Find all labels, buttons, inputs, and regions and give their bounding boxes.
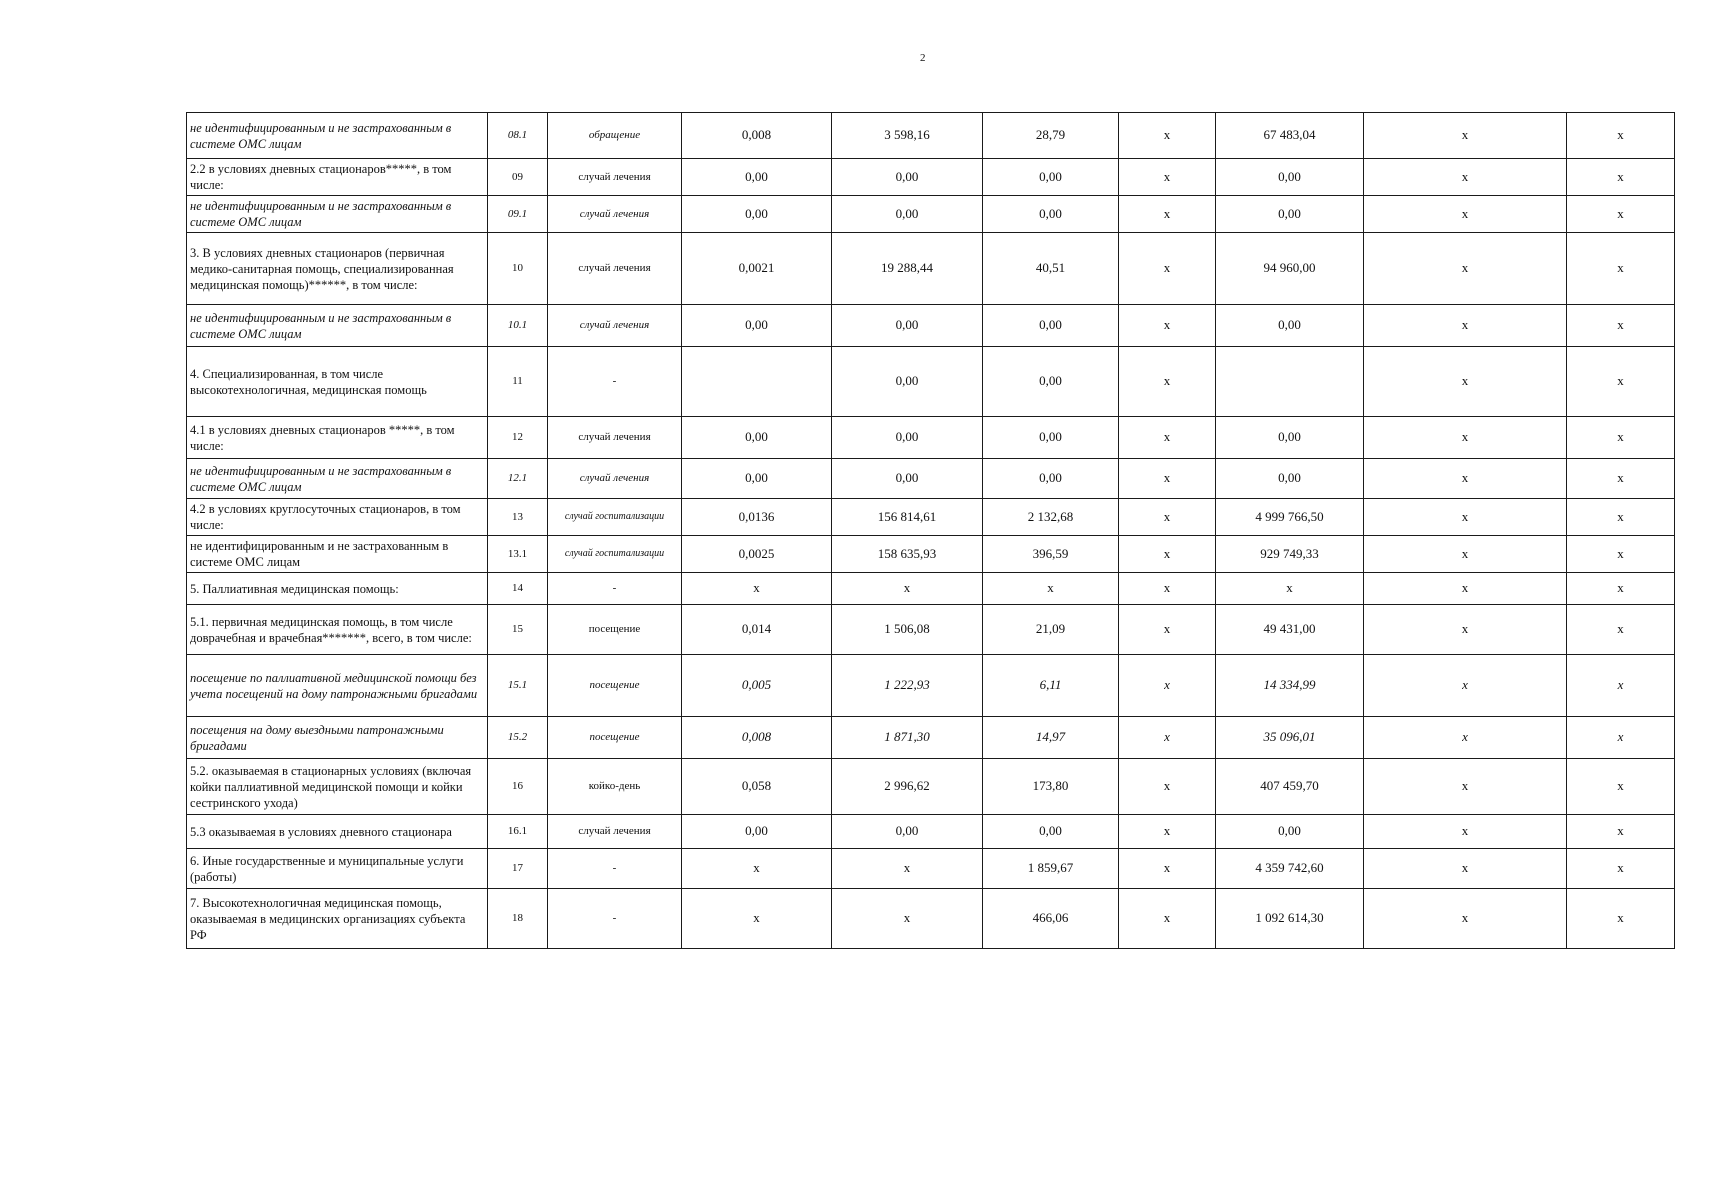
- cell-code: 13.1: [488, 536, 548, 573]
- cell-c9: x: [1364, 655, 1567, 717]
- cell-code: 16: [488, 759, 548, 815]
- cell-unit: случай лечения: [548, 196, 682, 233]
- cell-c7: x: [1119, 536, 1216, 573]
- cell-code: 13: [488, 499, 548, 536]
- cell-c7: x: [1119, 889, 1216, 949]
- cell-c8: 0,00: [1216, 196, 1364, 233]
- cell-c4: 0,00: [682, 196, 832, 233]
- cell-c7: x: [1119, 233, 1216, 305]
- cell-code: 08.1: [488, 113, 548, 159]
- cell-c5: 1 871,30: [832, 717, 983, 759]
- cell-unit: случай лечения: [548, 159, 682, 196]
- table-row: [187, 889, 1675, 949]
- cell-c8: 0,00: [1216, 459, 1364, 499]
- cell-code: 18: [488, 889, 548, 949]
- cell-code: 12.1: [488, 459, 548, 499]
- cell-c10: x: [1567, 655, 1675, 717]
- table-row: [187, 573, 1675, 605]
- table-body: [187, 113, 1675, 949]
- cell-c7: x: [1119, 459, 1216, 499]
- cell-c9: x: [1364, 499, 1567, 536]
- cell-name: не идентифицированным и не застрахованным в системе ОМС лицам: [187, 536, 488, 573]
- cell-c6: 396,59: [983, 536, 1119, 573]
- cell-c8: 0,00: [1216, 417, 1364, 459]
- cell-c9: x: [1364, 573, 1567, 605]
- cell-c6: 14,97: [983, 717, 1119, 759]
- cell-c5: 0,00: [832, 305, 983, 347]
- cell-c6: 173,80: [983, 759, 1119, 815]
- cell-c5: 1 506,08: [832, 605, 983, 655]
- cell-code: 17: [488, 849, 548, 889]
- cell-c10: x: [1567, 233, 1675, 305]
- cell-c6: 6,11: [983, 655, 1119, 717]
- cell-c10: x: [1567, 889, 1675, 949]
- cell-c6: 466,06: [983, 889, 1119, 949]
- cell-name: 5.1. первичная медицинская помощь, в том числе доврачебная и врачебная*******, всего, в том числе:: [187, 605, 488, 655]
- cell-name: 7. Высокотехнологичная медицинская помощь, оказываемая в медицинских организациях субъекта РФ: [187, 889, 488, 949]
- cell-name: 5.3 оказываемая в условиях дневного стационара: [187, 815, 488, 849]
- cell-unit: посещение: [548, 605, 682, 655]
- cell-name: не идентифицированным и не застрахованным в системе ОМС лицам: [187, 196, 488, 233]
- cell-c9: x: [1364, 815, 1567, 849]
- cell-c6: 40,51: [983, 233, 1119, 305]
- cell-c7: x: [1119, 499, 1216, 536]
- cell-c10: x: [1567, 196, 1675, 233]
- table-row: [187, 196, 1675, 233]
- cell-c4: 0,058: [682, 759, 832, 815]
- cell-unit: случай госпитализации: [548, 536, 682, 573]
- page-number: 2: [920, 52, 926, 64]
- cell-c9: x: [1364, 459, 1567, 499]
- cell-c7: x: [1119, 759, 1216, 815]
- table-row: [187, 605, 1675, 655]
- cell-c5: 2 996,62: [832, 759, 983, 815]
- table-row: [187, 717, 1675, 759]
- cell-c7: x: [1119, 573, 1216, 605]
- cell-code: 16.1: [488, 815, 548, 849]
- cell-code: 09: [488, 159, 548, 196]
- cell-c10: x: [1567, 113, 1675, 159]
- cell-c4: 0,00: [682, 459, 832, 499]
- table-row: [187, 347, 1675, 417]
- cell-c5: 0,00: [832, 159, 983, 196]
- cell-c4: 0,0025: [682, 536, 832, 573]
- cell-name: не идентифицированным и не застрахованным в системе ОМС лицам: [187, 459, 488, 499]
- cell-c10: x: [1567, 573, 1675, 605]
- cell-c7: x: [1119, 113, 1216, 159]
- cell-c8: 0,00: [1216, 159, 1364, 196]
- cell-name: 3. В условиях дневных стационаров (первичная медико-санитарная помощь, специализированная медицинская помощь)******, в том числе:: [187, 233, 488, 305]
- cell-c8: [1216, 347, 1364, 417]
- cell-c5: 156 814,61: [832, 499, 983, 536]
- cell-c5: 0,00: [832, 815, 983, 849]
- cell-c10: x: [1567, 159, 1675, 196]
- cell-c9: x: [1364, 605, 1567, 655]
- cell-c10: x: [1567, 815, 1675, 849]
- cell-c10: x: [1567, 417, 1675, 459]
- cell-c6: 28,79: [983, 113, 1119, 159]
- cell-c5: 0,00: [832, 196, 983, 233]
- cell-c6: x: [983, 573, 1119, 605]
- cell-c5: 0,00: [832, 347, 983, 417]
- cell-c10: x: [1567, 849, 1675, 889]
- table-row: [187, 459, 1675, 499]
- cell-c10: x: [1567, 717, 1675, 759]
- cell-c4: x: [682, 889, 832, 949]
- cell-c9: x: [1364, 159, 1567, 196]
- cell-c7: x: [1119, 605, 1216, 655]
- cell-c4: 0,0021: [682, 233, 832, 305]
- table-row: [187, 113, 1675, 159]
- cell-code: 09.1: [488, 196, 548, 233]
- cell-name: не идентифицированным и не застрахованным в системе ОМС лицам: [187, 305, 488, 347]
- cell-c5: 19 288,44: [832, 233, 983, 305]
- cell-name: 6. Иные государственные и муниципальные услуги (работы): [187, 849, 488, 889]
- cell-c4: 0,0136: [682, 499, 832, 536]
- cell-c4: x: [682, 849, 832, 889]
- cell-name: 5. Паллиативная медицинская помощь:: [187, 573, 488, 605]
- report-table: [186, 112, 1675, 949]
- cell-c6: 0,00: [983, 347, 1119, 417]
- cell-c6: 0,00: [983, 196, 1119, 233]
- cell-name: не идентифицированным и не застрахованным в системе ОМС лицам: [187, 113, 488, 159]
- cell-unit: посещение: [548, 717, 682, 759]
- cell-c8: 35 096,01: [1216, 717, 1364, 759]
- cell-c8: 407 459,70: [1216, 759, 1364, 815]
- table-row: [187, 759, 1675, 815]
- cell-c4: 0,005: [682, 655, 832, 717]
- cell-c9: x: [1364, 305, 1567, 347]
- cell-unit: случай лечения: [548, 305, 682, 347]
- cell-unit: случай лечения: [548, 233, 682, 305]
- cell-c5: 0,00: [832, 459, 983, 499]
- cell-unit: случай лечения: [548, 459, 682, 499]
- cell-c9: x: [1364, 889, 1567, 949]
- cell-code: 10.1: [488, 305, 548, 347]
- cell-c9: x: [1364, 233, 1567, 305]
- cell-code: 15.1: [488, 655, 548, 717]
- cell-c9: x: [1364, 417, 1567, 459]
- cell-name: посещение по паллиативной медицинской помощи без учета посещений на дому патронажными бригадами: [187, 655, 488, 717]
- cell-c8: 67 483,04: [1216, 113, 1364, 159]
- cell-unit: -: [548, 573, 682, 605]
- cell-c10: x: [1567, 536, 1675, 573]
- cell-unit: -: [548, 889, 682, 949]
- cell-c10: x: [1567, 499, 1675, 536]
- cell-c9: x: [1364, 717, 1567, 759]
- table-row: [187, 417, 1675, 459]
- cell-c4: 0,00: [682, 159, 832, 196]
- cell-c8: 0,00: [1216, 305, 1364, 347]
- cell-c6: 0,00: [983, 417, 1119, 459]
- cell-c8: 14 334,99: [1216, 655, 1364, 717]
- cell-unit: случай лечения: [548, 815, 682, 849]
- cell-c7: x: [1119, 159, 1216, 196]
- table-row: [187, 849, 1675, 889]
- cell-c7: x: [1119, 347, 1216, 417]
- cell-unit: обращение: [548, 113, 682, 159]
- cell-c7: x: [1119, 417, 1216, 459]
- cell-c7: x: [1119, 305, 1216, 347]
- table-row: [187, 305, 1675, 347]
- cell-name: 4. Специализированная, в том числе высокотехнологичная, медицинская помощь: [187, 347, 488, 417]
- cell-c8: 94 960,00: [1216, 233, 1364, 305]
- cell-c6: 2 132,68: [983, 499, 1119, 536]
- cell-c7: x: [1119, 815, 1216, 849]
- cell-code: 10: [488, 233, 548, 305]
- cell-c4: x: [682, 573, 832, 605]
- cell-name: 2.2 в условиях дневных стационаров*****, в том числе:: [187, 159, 488, 196]
- cell-code: 12: [488, 417, 548, 459]
- cell-c8: 1 092 614,30: [1216, 889, 1364, 949]
- cell-c5: 1 222,93: [832, 655, 983, 717]
- table-row: [187, 655, 1675, 717]
- cell-c8: 4 999 766,50: [1216, 499, 1364, 536]
- cell-c4: [682, 347, 832, 417]
- cell-c8: x: [1216, 573, 1364, 605]
- cell-c5: 158 635,93: [832, 536, 983, 573]
- cell-code: 11: [488, 347, 548, 417]
- cell-c10: x: [1567, 759, 1675, 815]
- cell-c9: x: [1364, 759, 1567, 815]
- cell-c8: 0,00: [1216, 815, 1364, 849]
- cell-name: 4.1 в условиях дневных стационаров *****, в том числе:: [187, 417, 488, 459]
- cell-c7: x: [1119, 655, 1216, 717]
- cell-unit: -: [548, 347, 682, 417]
- cell-code: 15.2: [488, 717, 548, 759]
- cell-c9: x: [1364, 113, 1567, 159]
- cell-c7: x: [1119, 196, 1216, 233]
- cell-c7: x: [1119, 717, 1216, 759]
- cell-name: посещения на дому выездными патронажными бригадами: [187, 717, 488, 759]
- cell-c10: x: [1567, 305, 1675, 347]
- cell-c7: x: [1119, 849, 1216, 889]
- cell-unit: случай лечения: [548, 417, 682, 459]
- cell-c6: 1 859,67: [983, 849, 1119, 889]
- cell-c9: x: [1364, 536, 1567, 573]
- cell-c4: 0,008: [682, 113, 832, 159]
- cell-c5: x: [832, 849, 983, 889]
- cell-unit: койко-день: [548, 759, 682, 815]
- cell-c4: 0,00: [682, 815, 832, 849]
- cell-c10: x: [1567, 347, 1675, 417]
- cell-c8: 929 749,33: [1216, 536, 1364, 573]
- table-row: [187, 159, 1675, 196]
- cell-c5: x: [832, 889, 983, 949]
- cell-name: 5.2. оказываемая в стационарных условиях (включая койки паллиативной медицинской помощи и койки сестринского ухода): [187, 759, 488, 815]
- table-row: [187, 499, 1675, 536]
- cell-unit: случай госпитализации: [548, 499, 682, 536]
- cell-c10: x: [1567, 605, 1675, 655]
- cell-c6: 0,00: [983, 459, 1119, 499]
- cell-c6: 21,09: [983, 605, 1119, 655]
- cell-c5: 0,00: [832, 417, 983, 459]
- cell-c9: x: [1364, 849, 1567, 889]
- cell-c4: 0,014: [682, 605, 832, 655]
- cell-unit: посещение: [548, 655, 682, 717]
- cell-c4: 0,00: [682, 305, 832, 347]
- cell-code: 14: [488, 573, 548, 605]
- cell-c9: x: [1364, 347, 1567, 417]
- cell-code: 15: [488, 605, 548, 655]
- cell-c5: 3 598,16: [832, 113, 983, 159]
- table-row: [187, 536, 1675, 573]
- cell-c4: 0,008: [682, 717, 832, 759]
- cell-c9: x: [1364, 196, 1567, 233]
- table-row: [187, 233, 1675, 305]
- cell-c10: x: [1567, 459, 1675, 499]
- cell-name: 4.2 в условиях круглосуточных стационаров, в том числе:: [187, 499, 488, 536]
- table-row: [187, 815, 1675, 849]
- cell-c6: 0,00: [983, 159, 1119, 196]
- cell-c6: 0,00: [983, 305, 1119, 347]
- cell-c8: 49 431,00: [1216, 605, 1364, 655]
- cell-c4: 0,00: [682, 417, 832, 459]
- cell-c6: 0,00: [983, 815, 1119, 849]
- cell-unit: -: [548, 849, 682, 889]
- cell-c5: x: [832, 573, 983, 605]
- cell-c8: 4 359 742,60: [1216, 849, 1364, 889]
